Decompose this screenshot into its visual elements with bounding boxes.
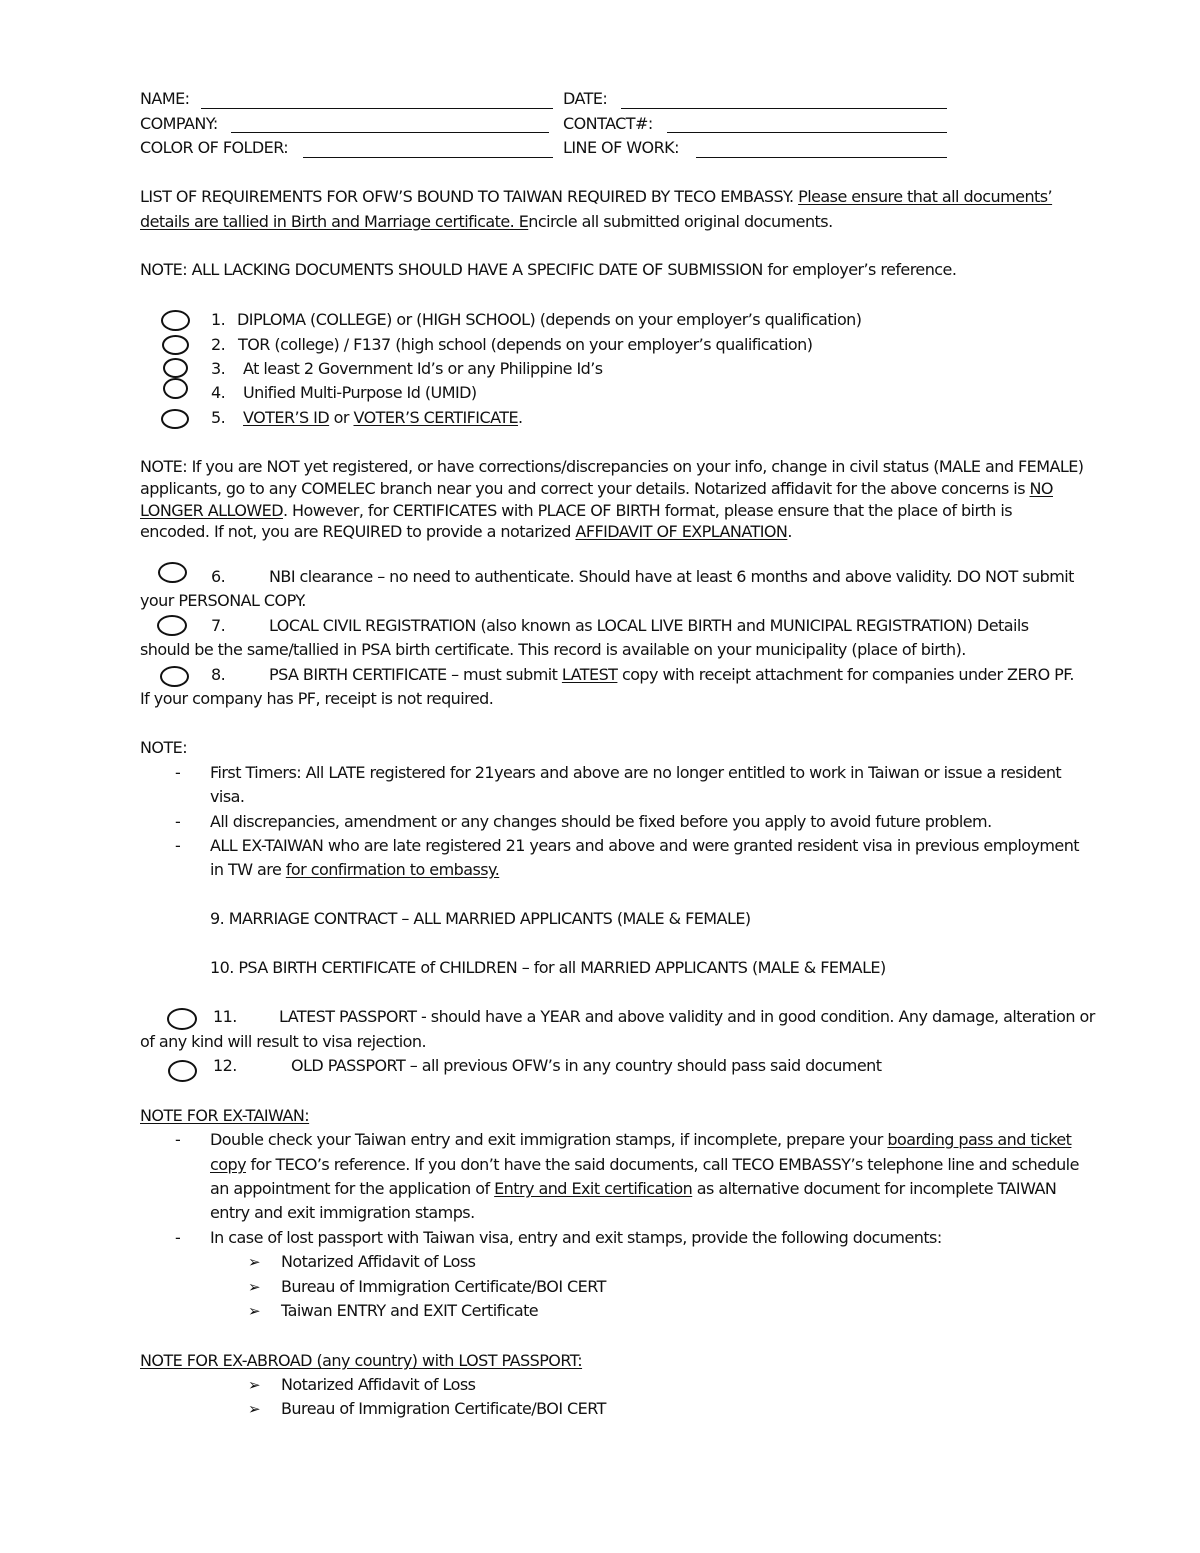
note-ex-taiwan-title: NOTE FOR EX-TAIWAN: (140, 1106, 310, 1125)
item-number: 2. (211, 335, 226, 354)
item-number: 5. (211, 408, 226, 427)
date-label: DATE: (563, 89, 608, 108)
note-discrepancies: All discrepancies, amendment or any changes should be fixed before you apply to avoid future problem. (210, 812, 992, 831)
list-item: Notarized Affidavit of Loss (281, 1252, 476, 1271)
list-item: Bureau of Immigration Certificate/BOI CERT (281, 1399, 606, 1418)
item-text: DIPLOMA (COLLEGE) or (HIGH SCHOOL) (depends on your employer’s qualification) (237, 310, 862, 329)
item-text: Unified Multi-Purpose Id (UMID) (243, 383, 477, 402)
company-label: COMPANY: (140, 114, 218, 133)
contact-label: CONTACT#: (563, 114, 653, 133)
note-lacking-documents: NOTE: ALL LACKING DOCUMENTS SHOULD HAVE A SPECIFIC DATE OF SUBMISSION for employer’s reference. (140, 260, 957, 279)
item-text: NBI clearance – no need to authenticate. Should have at least 6 months and above validity. DO NOT submit (269, 567, 1074, 586)
item-text-continued: If your company has PF, receipt is not required. (140, 689, 494, 708)
dash-bullet: - (175, 763, 181, 782)
name-label: NAME: (140, 89, 190, 108)
circle-mark-7 (157, 615, 187, 636)
list-item: Notarized Affidavit of Loss (281, 1375, 476, 1394)
note-ex-taiwan: ALL EX-TAIWAN who are late registered 21 years and above and were granted resident visa in previous employment (210, 836, 1080, 855)
item-text: LATEST PASSPORT - should have a YEAR and above validity and in good condition. Any damage, alteration or (279, 1007, 1095, 1026)
item-number: 12. (213, 1056, 237, 1075)
note-title: NOTE: (140, 738, 188, 757)
arrow-bullet-icon: ➢ (248, 1400, 261, 1418)
intro-line-2: details are tallied in Birth and Marriage certificate. Encircle all submitted original documents. (140, 212, 833, 231)
item-number: 3. (211, 359, 226, 378)
circle-mark-5 (161, 409, 189, 429)
name-field[interactable] (201, 108, 553, 109)
item-text: LOCAL CIVIL REGISTRATION (also known as LOCAL LIVE BIRTH and MUNICIPAL REGISTRATION) Details (269, 616, 1029, 635)
note-first-timers-cont: visa. (210, 787, 245, 806)
circle-mark-1 (161, 310, 190, 331)
item-number: 7. (211, 616, 226, 635)
arrow-bullet-icon: ➢ (248, 1302, 261, 1320)
list-item: Taiwan ENTRY and EXIT Certificate (281, 1301, 539, 1320)
requirement-10: 10. PSA BIRTH CERTIFICATE of CHILDREN – for all MARRIED APPLICANTS (MALE & FEMALE) (210, 958, 886, 977)
arrow-bullet-icon: ➢ (248, 1278, 261, 1296)
note-lost-passport: In case of lost passport with Taiwan visa, entry and exit stamps, provide the following documents: (210, 1228, 942, 1247)
note-registration-line-2: applicants, go to any COMELEC branch near you and correct your details. Notarized affidavit for the above concerns is NO (140, 479, 1053, 498)
item-text: OLD PASSPORT – all previous OFW’s in any country should pass said document (291, 1056, 882, 1075)
circle-mark-4 (163, 378, 188, 399)
circle-mark-6 (158, 562, 187, 583)
line-of-work-field[interactable] (696, 157, 947, 158)
company-field[interactable] (231, 132, 549, 133)
date-field[interactable] (621, 108, 947, 109)
item-text: At least 2 Government Id’s or any Philippine Id’s (243, 359, 603, 378)
note-registration-line-4: encoded. If not, you are REQUIRED to provide a notarized AFFIDAVIT OF EXPLANATION. (140, 522, 792, 541)
item-text-continued: your PERSONAL COPY. (140, 591, 306, 610)
circle-mark-8 (160, 666, 189, 687)
circle-mark-11 (167, 1008, 197, 1030)
item-number: 6. (211, 567, 226, 586)
line-of-work-label: LINE OF WORK: (563, 138, 679, 157)
requirement-9: 9. MARRIAGE CONTRACT – ALL MARRIED APPLICANTS (MALE & FEMALE) (210, 909, 751, 928)
item-text-continued: should be the same/tallied in PSA birth certificate. This record is available on your municipality (place of birth). (140, 640, 966, 659)
contact-field[interactable] (667, 132, 947, 133)
note-stamps-line-3: an appointment for the application of Entry and Exit certification as alternative document for incomplete TAIWAN (210, 1179, 1057, 1198)
item-number: 4. (211, 383, 226, 402)
dash-bullet: - (175, 836, 181, 855)
dash-bullet: - (175, 812, 181, 831)
note-ex-taiwan-cont: in TW are for confirmation to embassy. (210, 860, 500, 879)
note-registration-line-1: NOTE: If you are NOT yet registered, or have corrections/discrepancies on your info, change in civil status (MALE and FEMALE) (140, 457, 1084, 476)
note-stamps-line-4: entry and exit immigration stamps. (210, 1203, 475, 1222)
item-text: VOTER’S ID or VOTER’S CERTIFICATE. (243, 408, 523, 427)
note-registration-line-3: LONGER ALLOWED. However, for CERTIFICATES with PLACE OF BIRTH format, please ensure that the place of birth is (140, 501, 1013, 520)
folder-color-field[interactable] (303, 157, 553, 158)
item-text: TOR (college) / F137 (high school (depends on your employer’s qualification) (238, 335, 813, 354)
item-number: 11. (213, 1007, 237, 1026)
circle-mark-3 (163, 358, 188, 378)
circle-mark-12 (168, 1060, 197, 1082)
dash-bullet: - (175, 1228, 181, 1247)
intro-line-1: LIST OF REQUIREMENTS FOR OFW’S BOUND TO TAIWAN REQUIRED BY TECO EMBASSY. Please ensure that all documents’ (140, 187, 1053, 206)
circle-mark-2 (162, 335, 189, 355)
dash-bullet: - (175, 1130, 181, 1149)
item-text-continued: of any kind will result to visa rejection. (140, 1032, 427, 1051)
note-stamps-line-2: copy for TECO’s reference. If you don’t have the said documents, call TECO EMBASSY’s telephone line and schedule (210, 1155, 1079, 1174)
list-item: Bureau of Immigration Certificate/BOI CERT (281, 1277, 606, 1296)
item-number: 8. (211, 665, 226, 684)
note-stamps-line-1: Double check your Taiwan entry and exit immigration stamps, if incomplete, prepare your boarding pass and ticket (210, 1130, 1072, 1149)
note-first-timers: First Timers: All LATE registered for 21years and above are no longer entitled to work in Taiwan or issue a resident (210, 763, 1062, 782)
note-ex-abroad-title: NOTE FOR EX-ABROAD (any country) with LOST PASSPORT: (140, 1351, 583, 1370)
arrow-bullet-icon: ➢ (248, 1376, 261, 1394)
arrow-bullet-icon: ➢ (248, 1253, 261, 1271)
folder-color-label: COLOR OF FOLDER: (140, 138, 289, 157)
item-number: 1. (211, 310, 226, 329)
item-text: PSA BIRTH CERTIFICATE – must submit LATEST copy with receipt attachment for companies under ZERO PF. (269, 665, 1074, 684)
